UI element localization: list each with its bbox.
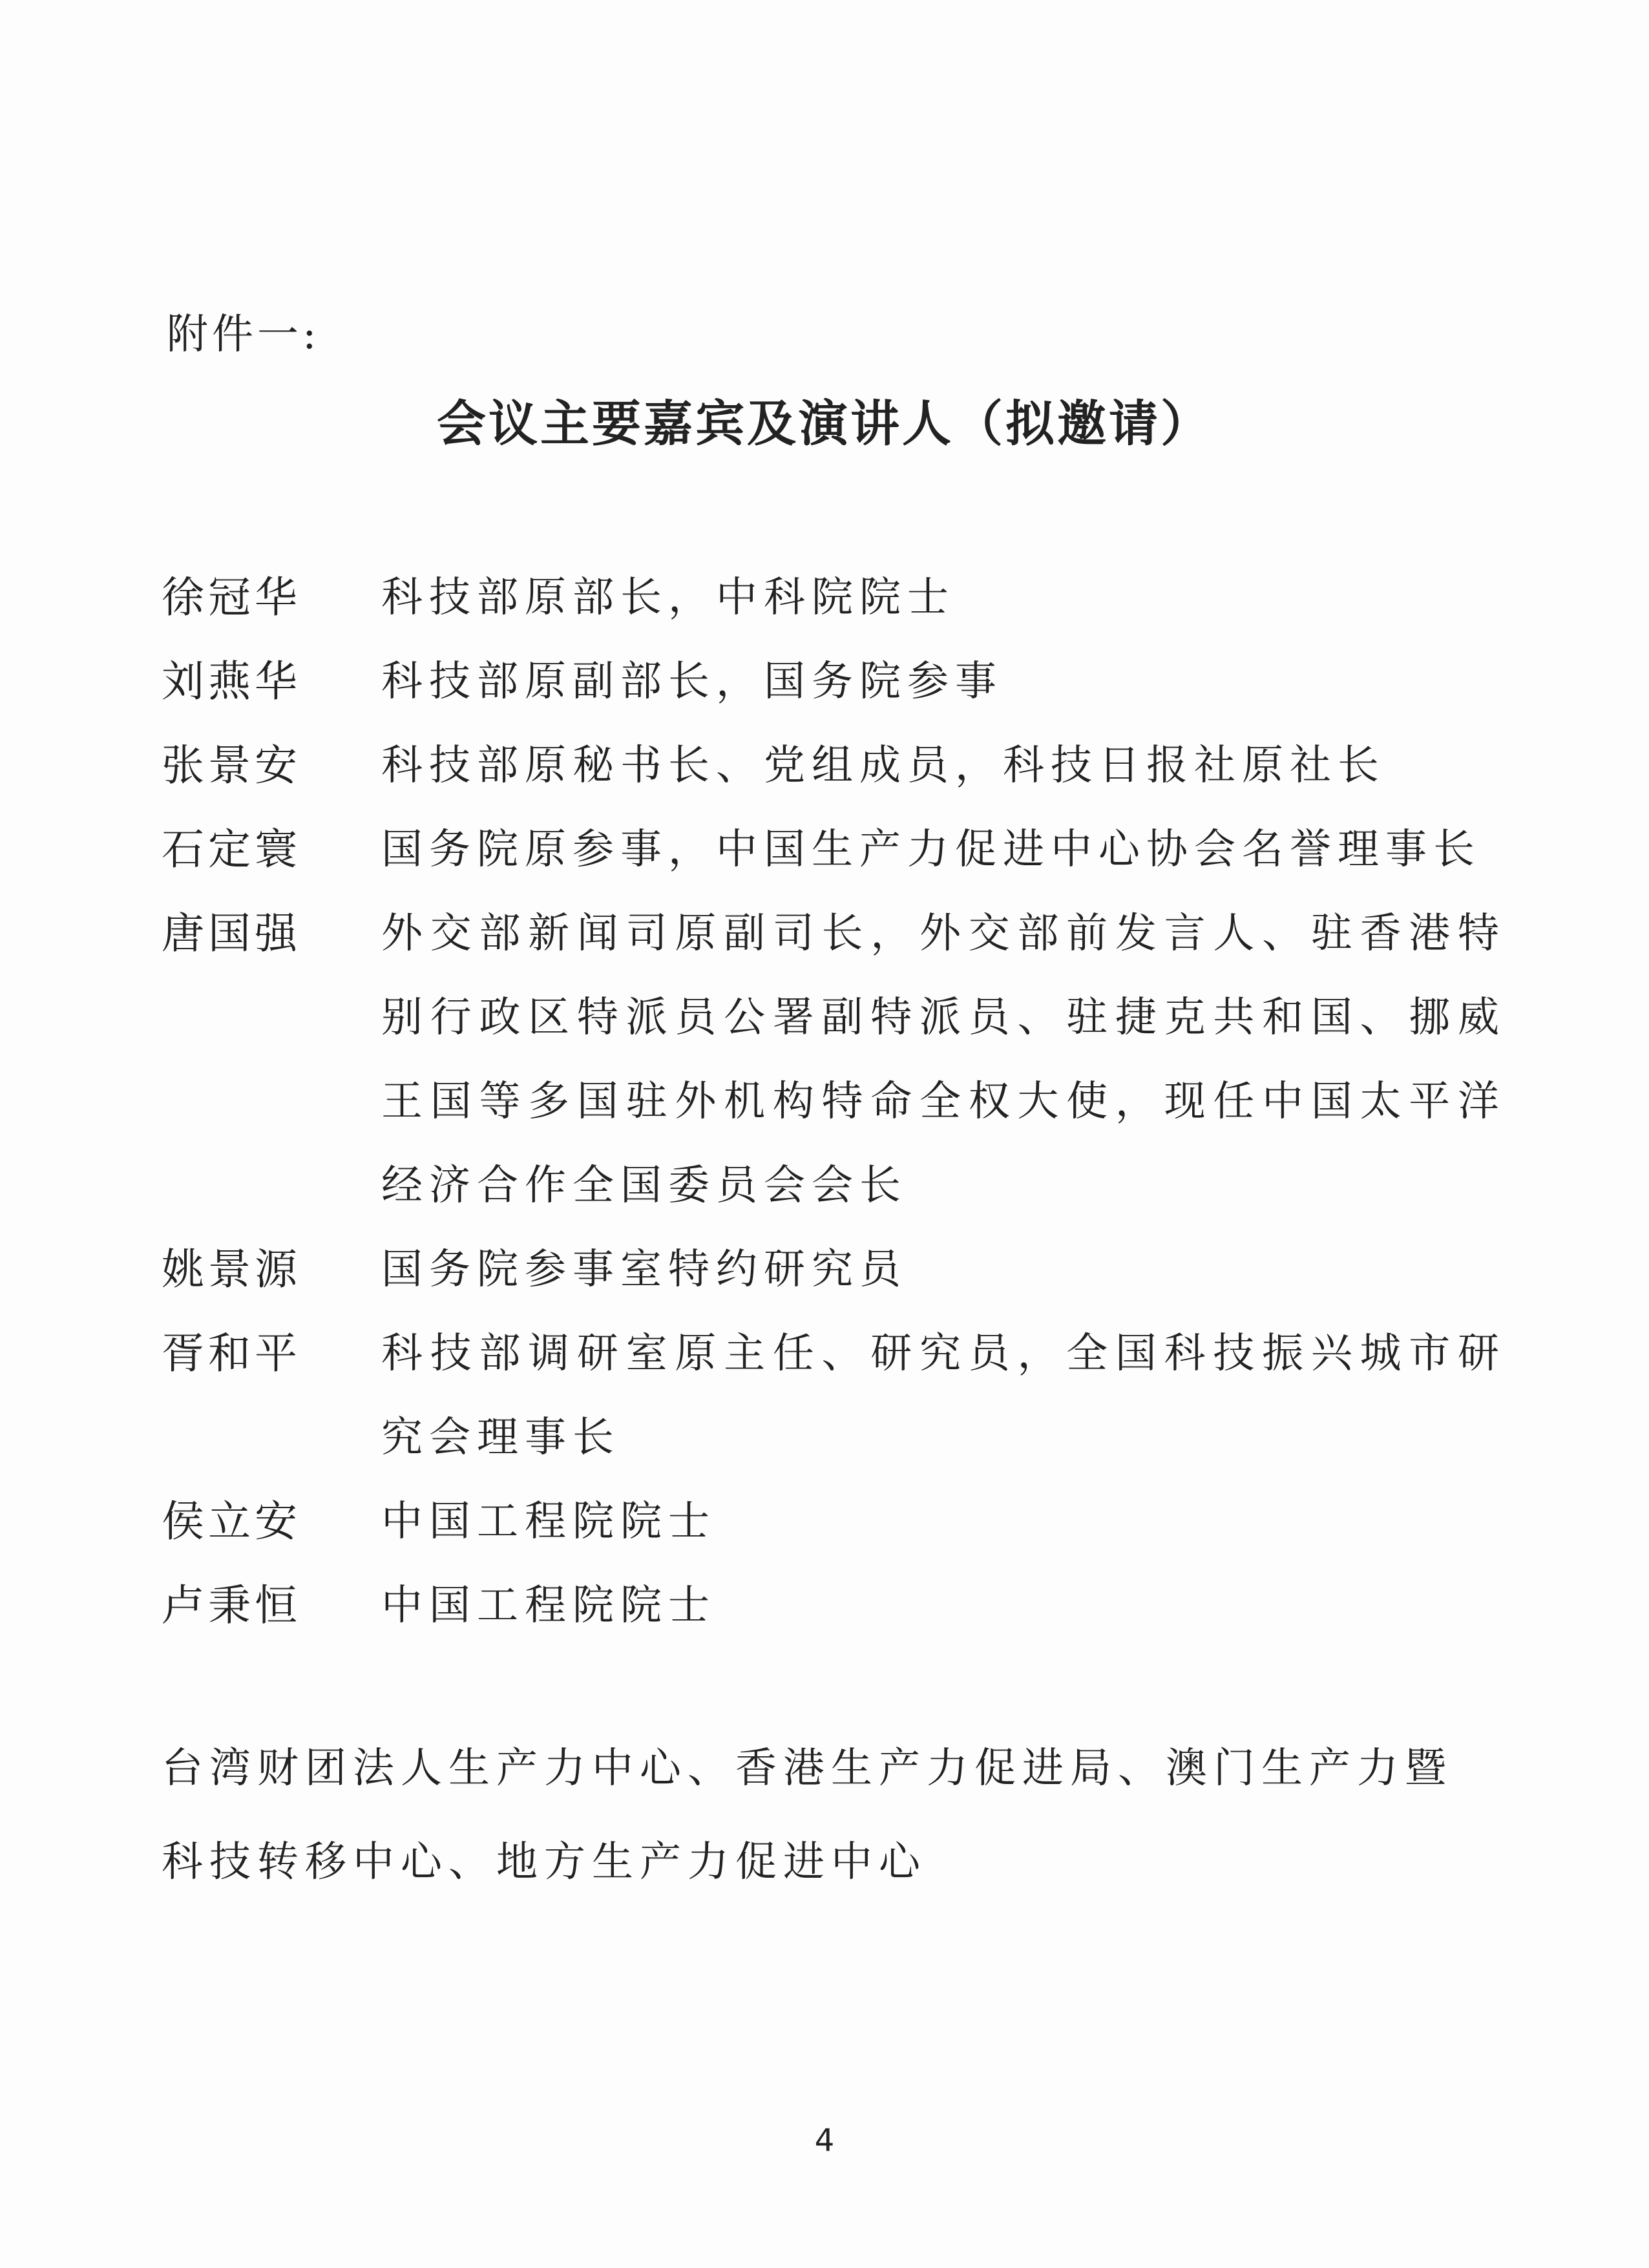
guest-list bbox=[162, 556, 1506, 1648]
guest-row bbox=[162, 892, 1506, 1228]
guest-name: 徐冠华 bbox=[162, 572, 301, 622]
guest-row bbox=[162, 1564, 1506, 1648]
guest-title: 科技部原部长，中科院院士 bbox=[381, 574, 955, 622]
guest-name: 唐国强 bbox=[162, 908, 301, 958]
guest-row bbox=[162, 724, 1506, 808]
guest-row bbox=[162, 1228, 1506, 1312]
page-number: 4 bbox=[814, 2123, 835, 2159]
attachment-label: 附件一: bbox=[167, 311, 320, 359]
guest-title: 国务院原参事，中国生产力促进中心协会名誉理事长 bbox=[381, 826, 1481, 874]
guest-row bbox=[162, 640, 1506, 724]
guest-name: 刘燕华 bbox=[162, 656, 301, 706]
guest-row bbox=[162, 1480, 1506, 1564]
guest-title: 科技部原秘书长、党组成员，科技日报社原社长 bbox=[381, 742, 1385, 790]
guest-row bbox=[162, 1312, 1506, 1480]
organizations-paragraph: 台湾财团法人生产力中心、香港生产力促进局、澳门生产力暨科技转移中心、地方生产力促进中心 bbox=[162, 1745, 1453, 1886]
guest-name: 石定寰 bbox=[162, 824, 301, 874]
guest-row bbox=[162, 808, 1506, 892]
guest-title: 科技部原副部长，国务院参事 bbox=[381, 658, 1003, 706]
guest-name: 胥和平 bbox=[162, 1328, 301, 1378]
guest-title: 中国工程院院士 bbox=[381, 1498, 716, 1546]
guest-name: 张景安 bbox=[162, 740, 301, 790]
guest-title: 国务院参事室特约研究员 bbox=[381, 1246, 907, 1294]
guest-name: 侯立安 bbox=[162, 1496, 301, 1546]
guest-title: 中国工程院院士 bbox=[381, 1582, 716, 1630]
guest-title: 外交部新闻司原副司长，外交部前发言人、驻香港特别行政区特派员公署副特派员、驻捷克共和国、挪威王国等多国驻外机构特命全权大使，现任中国太平洋经济合作全国委员会会长 bbox=[381, 910, 1506, 1210]
page-title: 会议主要嘉宾及演讲人（拟邀请） bbox=[437, 395, 1212, 452]
guest-title: 科技部调研室原主任、研究员，全国科技振兴城市研究会理事长 bbox=[381, 1330, 1506, 1462]
guest-name: 姚景源 bbox=[162, 1244, 301, 1294]
guest-row bbox=[162, 556, 1506, 640]
guest-name: 卢秉恒 bbox=[162, 1580, 301, 1630]
